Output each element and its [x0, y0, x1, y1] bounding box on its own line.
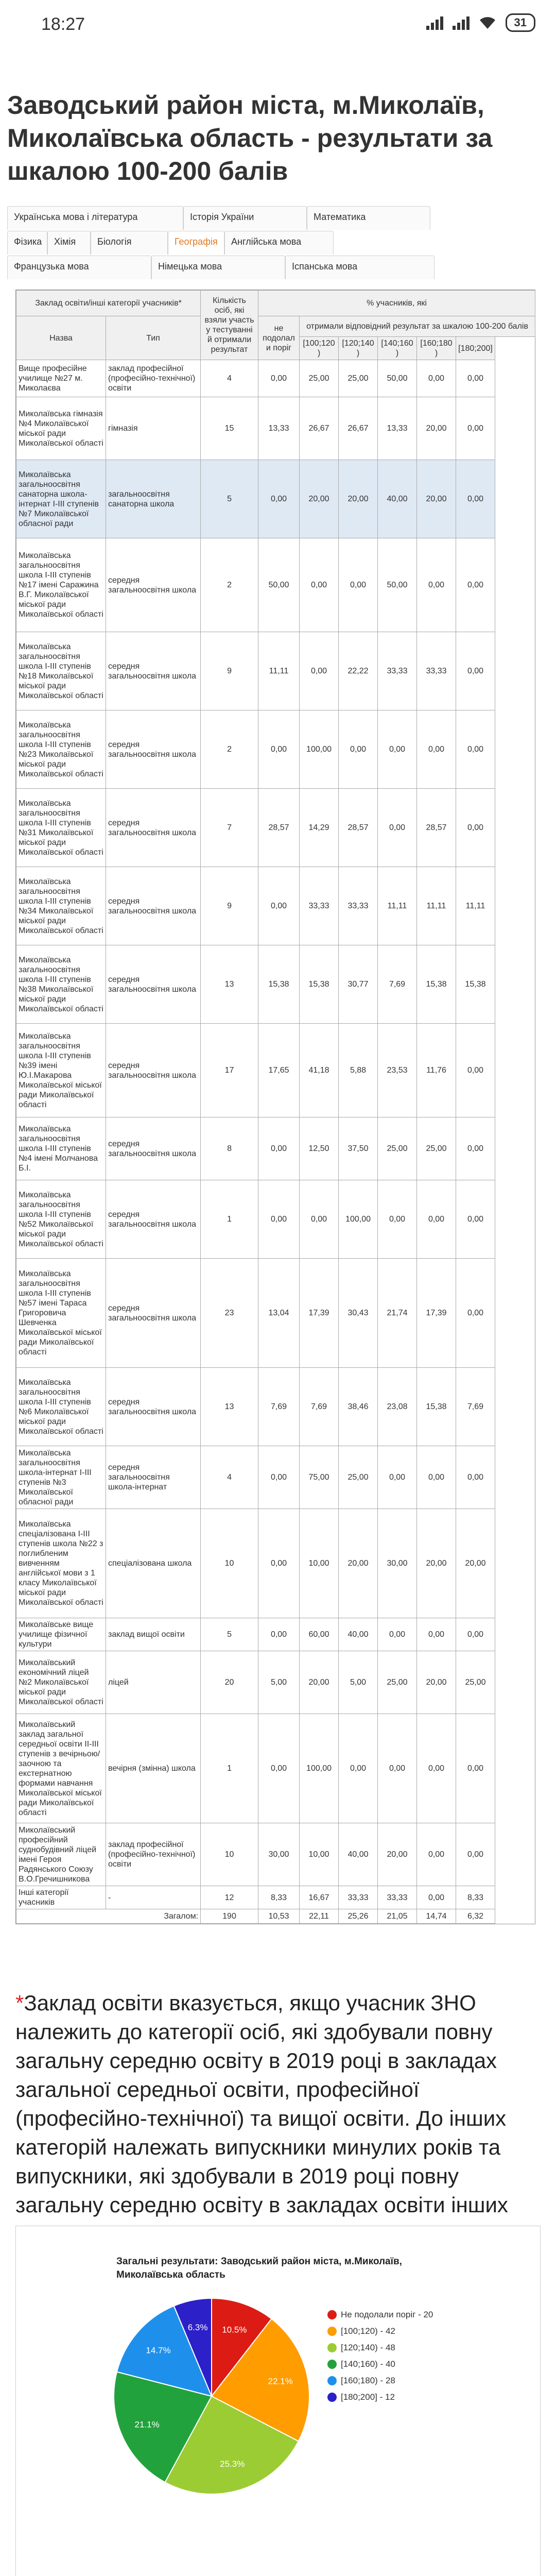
- header-institution: Заклад освіти/інші категорії учасників*: [16, 291, 201, 316]
- cell-value: 0,00: [417, 1618, 456, 1651]
- header-range: [160;180): [417, 337, 456, 360]
- total-value: 6,32: [456, 1909, 495, 1924]
- legend-swatch: [327, 2393, 337, 2402]
- cell-value: 0,00: [378, 1180, 417, 1259]
- cell-value: 0,00: [258, 867, 300, 945]
- cell-count: 8: [201, 1117, 258, 1180]
- table-row: [16, 1117, 535, 1180]
- table-row: [16, 360, 535, 397]
- cell-count: 1: [201, 1180, 258, 1259]
- cell-value: 11,11: [456, 867, 495, 945]
- cell-value: 0,00: [258, 710, 300, 789]
- cell-value: 33,33: [339, 1886, 378, 1909]
- legend-item: [327, 2309, 441, 2321]
- chart-legend: [327, 2309, 441, 2408]
- cell-value: 0,00: [258, 1117, 300, 1180]
- cell-value: 11,11: [378, 867, 417, 945]
- cell-value: 0,00: [456, 1823, 495, 1886]
- cell-value: 41,18: [300, 1024, 339, 1117]
- cell-value: 30,00: [258, 1823, 300, 1886]
- signal-icon-2: [453, 15, 470, 30]
- total-value: 10,53: [258, 1909, 300, 1924]
- cell-value: 15,38: [456, 945, 495, 1024]
- cell-value: 23,53: [378, 1024, 417, 1117]
- cell-value: 0,00: [258, 1714, 300, 1823]
- cell-value: 28,57: [339, 789, 378, 867]
- cell-value: 20,00: [339, 460, 378, 538]
- cell-type: -: [106, 1886, 201, 1909]
- table-row: [16, 1259, 535, 1368]
- cell-value: 0,00: [456, 538, 495, 632]
- cell-value: 10,00: [300, 1509, 339, 1618]
- cell-value: 25,00: [378, 1651, 417, 1714]
- cell-value: 0,00: [456, 1180, 495, 1259]
- total-value: 25,26: [339, 1909, 378, 1924]
- results-table: [16, 290, 535, 1924]
- cell-count: 4: [201, 1446, 258, 1509]
- cell-value: 33,33: [378, 1886, 417, 1909]
- cell-name: Миколаївська гімназія №4 Миколаївської міської ради Миколаївської області: [16, 397, 106, 460]
- cell-value: 0,00: [417, 1714, 456, 1823]
- header-percent: % учасників, які: [258, 291, 535, 316]
- cell-value: 100,00: [300, 1714, 339, 1823]
- footnote: [15, 1989, 541, 2248]
- legend-label: [120;140) - 48: [341, 2343, 395, 2352]
- cell-type: загальноосвітня санаторна школа: [106, 460, 201, 538]
- cell-value: 0,00: [456, 1024, 495, 1117]
- battery-icon: 31: [506, 13, 535, 32]
- tab-1-1[interactable]: Хімія: [47, 231, 91, 255]
- cell-value: 20,00: [378, 1823, 417, 1886]
- cell-value: 0,00: [456, 1117, 495, 1180]
- table-row: [16, 789, 535, 867]
- cell-value: 0,00: [456, 1259, 495, 1368]
- cell-value: 15,38: [300, 945, 339, 1024]
- cell-value: 0,00: [378, 710, 417, 789]
- cell-value: 28,57: [417, 789, 456, 867]
- cell-name: Миколаївська загальноосвітня школа І-ІІІ ступенів №39 імені Ю.І.Макарова Миколаївської міської ради Миколаївської області: [16, 1024, 106, 1117]
- cell-value: 20,00: [300, 1651, 339, 1714]
- cell-value: 17,39: [300, 1259, 339, 1368]
- cell-name: Миколаївська загальноосвітня школа-інтернат І-ІІІ ступенів №3 Миколаївської обласної ради: [16, 1446, 106, 1509]
- cell-count: 1: [201, 1714, 258, 1823]
- pie-slice-label: 21.1%: [134, 2419, 160, 2430]
- cell-type: середня загальноосвітня школа: [106, 632, 201, 710]
- cell-name: Миколаївська спеціалізована І-ІІІ ступенів школа №22 з поглибленим вивченням англійської мови з 1 класу Миколаївської міської ради Миколаївської області: [16, 1509, 106, 1618]
- table-row: [16, 538, 535, 632]
- cell-name: Миколаївський заклад загальної середньої освіти ІІ-ІІІ ступенів з вечірньою/заочною та екстернатною формами навчання Миколаївської міської ради Миколаївської області: [16, 1714, 106, 1823]
- cell-count: 2: [201, 538, 258, 632]
- cell-type: середня загальноосвітня школа-інтернат: [106, 1446, 201, 1509]
- cell-type: середня загальноосвітня школа: [106, 789, 201, 867]
- cell-count: 9: [201, 867, 258, 945]
- cell-value: 12,50: [300, 1117, 339, 1180]
- cell-value: 7,69: [378, 945, 417, 1024]
- cell-value: 30,43: [339, 1259, 378, 1368]
- cell-type: середня загальноосвітня школа: [106, 945, 201, 1024]
- cell-value: 30,00: [378, 1509, 417, 1618]
- cell-value: 5,00: [258, 1651, 300, 1714]
- cell-value: 40,00: [339, 1618, 378, 1651]
- cell-value: 33,33: [417, 632, 456, 710]
- cell-value: 33,33: [378, 632, 417, 710]
- cell-name: Інші категорії учасників: [16, 1886, 106, 1909]
- cell-value: 23,08: [378, 1368, 417, 1446]
- legend-item: [327, 2358, 441, 2370]
- cell-type: середня загальноосвітня школа: [106, 538, 201, 632]
- pie-slice-label: 22.1%: [268, 2376, 293, 2386]
- cell-name: Миколаївська загальноосвітня школа І-ІІІ ступенів №23 Миколаївської міської ради Миколаївської області: [16, 710, 106, 789]
- legend-label: [100;120) - 42: [341, 2326, 395, 2336]
- cell-type: середня загальноосвітня школа: [106, 1117, 201, 1180]
- tab-1-3[interactable]: Географія: [168, 231, 224, 255]
- cell-value: 0,00: [456, 789, 495, 867]
- cell-type: середня загальноосвітня школа: [106, 1180, 201, 1259]
- cell-value: 0,00: [300, 538, 339, 632]
- cell-value: 20,00: [339, 1509, 378, 1618]
- pie-chart: [109, 2293, 315, 2499]
- status-bar: [0, 0, 556, 47]
- table-row: [16, 1368, 535, 1446]
- legend-label: Не подолали поріг - 20: [341, 2310, 433, 2319]
- tab-row: [7, 231, 549, 255]
- cell-value: 0,00: [456, 1714, 495, 1823]
- legend-swatch: [327, 2327, 337, 2336]
- pie-slice-label: 6.3%: [187, 2322, 208, 2332]
- header-fail: не подолали поріг: [258, 316, 300, 360]
- cell-value: 17,65: [258, 1024, 300, 1117]
- cell-count: 2: [201, 710, 258, 789]
- total-label: Загалом:: [16, 1909, 201, 1924]
- tab-0-0[interactable]: Українська мова і література: [7, 206, 183, 230]
- cell-value: 0,00: [300, 1180, 339, 1259]
- cell-name: Миколаївська загальноосвітня школа І-ІІІ ступенів №31 Миколаївської міської ради Миколаївської області: [16, 789, 106, 867]
- header-name: Назва: [16, 316, 106, 360]
- cell-value: 15,38: [258, 945, 300, 1024]
- cell-name: Миколаївське вище училище фізичної культури: [16, 1618, 106, 1651]
- pie-slice-label: 14.7%: [146, 2345, 171, 2355]
- legend-swatch: [327, 2360, 337, 2369]
- cell-name: Миколаївська загальноосвітня школа І-ІІІ ступенів №4 імені Молчанова Б.І.: [16, 1117, 106, 1180]
- legend-swatch: [327, 2343, 337, 2352]
- table-row: [16, 867, 535, 945]
- cell-count: 13: [201, 1368, 258, 1446]
- cell-value: 0,00: [258, 1618, 300, 1651]
- cell-value: 25,00: [378, 1117, 417, 1180]
- cell-value: 0,00: [456, 1618, 495, 1651]
- header-got: отримали відповідний результат за шкалою 100-200 балів: [300, 316, 535, 337]
- cell-name: Миколаївська загальноосвітня санаторна школа-інтернат І-ІІІ ступенів №7 Миколаївської обласної ради: [16, 460, 106, 538]
- pie-chart-box: [15, 2226, 541, 2576]
- cell-value: 33,33: [339, 867, 378, 945]
- cell-value: 25,00: [339, 360, 378, 397]
- subject-tabs: [7, 206, 549, 280]
- cell-value: 8,33: [456, 1886, 495, 1909]
- cell-value: 13,04: [258, 1259, 300, 1368]
- cell-count: 12: [201, 1886, 258, 1909]
- cell-value: 14,29: [300, 789, 339, 867]
- cell-value: 0,00: [378, 1446, 417, 1509]
- cell-value: 8,33: [258, 1886, 300, 1909]
- cell-value: 7,69: [258, 1368, 300, 1446]
- signal-icon: [426, 15, 443, 30]
- cell-value: 38,46: [339, 1368, 378, 1446]
- cell-value: 11,11: [417, 867, 456, 945]
- cell-name: Миколаївська загальноосвітня школа І-ІІІ ступенів №34 Миколаївської міської ради Миколаївської області: [16, 867, 106, 945]
- table-row: [16, 460, 535, 538]
- cell-value: 15,38: [417, 1368, 456, 1446]
- header-range: [120;140): [339, 337, 378, 360]
- tab-0-1[interactable]: Історія України: [183, 206, 307, 230]
- cell-value: 0,00: [258, 460, 300, 538]
- cell-value: 30,77: [339, 945, 378, 1024]
- pie-slice-label: 10.5%: [222, 2325, 247, 2335]
- cell-count: 15: [201, 397, 258, 460]
- table-row: [16, 632, 535, 710]
- cell-name: Миколаївська загальноосвітня школа І-ІІІ ступенів №57 імені Тараса Григоровича Шевченка Миколаївської міської ради Миколаївської області: [16, 1259, 106, 1368]
- cell-value: 26,67: [339, 397, 378, 460]
- legend-swatch: [327, 2310, 337, 2319]
- cell-value: 5,00: [339, 1651, 378, 1714]
- cell-type: середня загальноосвітня школа: [106, 1368, 201, 1446]
- cell-value: 37,50: [339, 1117, 378, 1180]
- cell-value: 0,00: [417, 1886, 456, 1909]
- table-row: [16, 1509, 535, 1618]
- status-time: 18:27: [41, 14, 85, 34]
- header-count: Кількість осіб, які взяли участь у тестуванні й отримали результат: [201, 291, 258, 360]
- cell-name: Миколаївський економічний ліцей №2 Миколаївської міської ради Миколаївської області: [16, 1651, 106, 1714]
- cell-value: 0,00: [339, 710, 378, 789]
- cell-value: 20,00: [300, 460, 339, 538]
- cell-value: 0,00: [417, 1446, 456, 1509]
- tab-2-0[interactable]: Французька мова: [7, 256, 151, 279]
- cell-value: 0,00: [456, 360, 495, 397]
- header-range: [140;160): [378, 337, 417, 360]
- cell-type: вечірня (змінна) школа: [106, 1714, 201, 1823]
- cell-value: 40,00: [339, 1823, 378, 1886]
- cell-value: 5,88: [339, 1024, 378, 1117]
- legend-item: [327, 2325, 441, 2337]
- results-table-wrap: [15, 290, 535, 1924]
- tab-1-0[interactable]: Фізика: [7, 231, 47, 255]
- cell-value: 0,00: [456, 460, 495, 538]
- cell-value: 0,00: [258, 1509, 300, 1618]
- cell-value: 0,00: [258, 1446, 300, 1509]
- cell-value: 0,00: [456, 710, 495, 789]
- cell-value: 13,33: [378, 397, 417, 460]
- cell-value: 50,00: [378, 538, 417, 632]
- cell-value: 13,33: [258, 397, 300, 460]
- cell-value: 0,00: [339, 1714, 378, 1823]
- cell-value: 20,00: [417, 460, 456, 538]
- header-type: Тип: [106, 316, 201, 360]
- header-range: [100;120): [300, 337, 339, 360]
- cell-type: середня загальноосвітня школа: [106, 1259, 201, 1368]
- total-value: 21,05: [378, 1909, 417, 1924]
- cell-count: 13: [201, 945, 258, 1024]
- cell-value: 100,00: [339, 1180, 378, 1259]
- legend-swatch: [327, 2376, 337, 2385]
- cell-type: спеціалізована школа: [106, 1509, 201, 1618]
- cell-count: 10: [201, 1823, 258, 1886]
- cell-value: 17,39: [417, 1259, 456, 1368]
- table-row: [16, 1886, 535, 1909]
- cell-name: Миколаївська загальноосвітня школа І-ІІІ ступенів №18 Миколаївської міської ради Миколаївської області: [16, 632, 106, 710]
- cell-value: 20,00: [417, 1509, 456, 1618]
- cell-value: 0,00: [378, 1618, 417, 1651]
- tab-0-2[interactable]: Математика: [307, 206, 430, 230]
- cell-name: Миколаївський професійний суднобудівний ліцей імені Героя Радянського Союзу В.О.Гречишникова: [16, 1823, 106, 1886]
- page-title: Заводський район міста, м.Миколаїв, Миколаївська область - результати за шкалою 100-200 балів: [7, 91, 493, 185]
- cell-value: 33,33: [300, 867, 339, 945]
- tab-1-4[interactable]: Англійська мова: [224, 231, 334, 255]
- table-row: [16, 1823, 535, 1886]
- cell-type: середня загальноосвітня школа: [106, 1024, 201, 1117]
- pie-slice-label: 25.3%: [220, 2459, 245, 2469]
- cell-value: 0,00: [417, 360, 456, 397]
- legend-item: [327, 2342, 441, 2354]
- cell-type: ліцей: [106, 1651, 201, 1714]
- cell-type: гімназія: [106, 397, 201, 460]
- tab-2-2[interactable]: Іспанська мова: [285, 256, 435, 279]
- cell-value: 0,00: [378, 1714, 417, 1823]
- table-row: [16, 945, 535, 1024]
- total-value: 22,11: [300, 1909, 339, 1924]
- cell-type: середня загальноосвітня школа: [106, 710, 201, 789]
- table-row: [16, 1651, 535, 1714]
- wifi-icon: [479, 15, 496, 30]
- table-row: [16, 1180, 535, 1259]
- cell-value: 7,69: [456, 1368, 495, 1446]
- cell-value: 25,00: [339, 1446, 378, 1509]
- total-count: 190: [201, 1909, 258, 1924]
- table-row: [16, 710, 535, 789]
- cell-value: 0,00: [300, 632, 339, 710]
- cell-count: 9: [201, 632, 258, 710]
- cell-value: 0,00: [417, 710, 456, 789]
- cell-value: 20,00: [417, 1651, 456, 1714]
- cell-value: 50,00: [258, 538, 300, 632]
- tab-row: [7, 256, 549, 279]
- table-row: [16, 1618, 535, 1651]
- cell-value: 22,22: [339, 632, 378, 710]
- cell-value: 75,00: [300, 1446, 339, 1509]
- cell-value: 25,00: [417, 1117, 456, 1180]
- cell-value: 50,00: [378, 360, 417, 397]
- cell-count: 5: [201, 1618, 258, 1651]
- cell-value: 15,38: [417, 945, 456, 1024]
- header-range: [180;200]: [456, 337, 495, 360]
- cell-name: Вище професійне училище №27 м. Миколаєва: [16, 360, 106, 397]
- footnote-text: Заклад освіти вказується, якщо учасник ЗНО належить до категорії осіб, які здобували повну загальну середню освіту в 2019 році в закладах загальної середньої освіти, професійної (професійно-технічної) та вищої освіти. До інших категорій належать випускники минулих років та випускники, які здобували в 2019 році повну загальну середню освіту в закладах освіти інших: [15, 1991, 508, 2217]
- cell-value: 0,00: [417, 538, 456, 632]
- legend-item: [327, 2375, 441, 2387]
- cell-name: Миколаївська загальноосвітня школа І-ІІІ ступенів №52 Миколаївської міської ради Миколаївської області: [16, 1180, 106, 1259]
- cell-name: Миколаївська загальноосвітня школа І-ІІІ ступенів №38 Миколаївської міської ради Миколаївської області: [16, 945, 106, 1024]
- cell-count: 23: [201, 1259, 258, 1368]
- cell-value: 60,00: [300, 1618, 339, 1651]
- cell-value: 0,00: [456, 397, 495, 460]
- cell-value: 21,74: [378, 1259, 417, 1368]
- cell-value: 20,00: [456, 1509, 495, 1618]
- cell-value: 0,00: [258, 1180, 300, 1259]
- cell-value: 100,00: [300, 710, 339, 789]
- cell-value: 0,00: [417, 1180, 456, 1259]
- cell-value: 28,57: [258, 789, 300, 867]
- table-row: [16, 397, 535, 460]
- cell-count: 4: [201, 360, 258, 397]
- cell-value: 20,00: [417, 397, 456, 460]
- cell-name: Миколаївська загальноосвітня школа І-ІІІ ступенів №6 Миколаївської міської ради Миколаївської області: [16, 1368, 106, 1446]
- cell-count: 10: [201, 1509, 258, 1618]
- table-row: [16, 1714, 535, 1823]
- total-row: [16, 1909, 535, 1924]
- legend-label: [180;200] - 12: [341, 2392, 395, 2402]
- total-value: 14,74: [417, 1909, 456, 1924]
- tab-1-2[interactable]: Біологія: [91, 231, 168, 255]
- legend-label: [140;160) - 40: [341, 2359, 395, 2369]
- cell-value: 11,76: [417, 1024, 456, 1117]
- cell-value: 0,00: [417, 1823, 456, 1886]
- cell-type: заклад професійної (професійно-технічної) освіти: [106, 1823, 201, 1886]
- cell-type: середня загальноосвітня школа: [106, 867, 201, 945]
- cell-value: 26,67: [300, 397, 339, 460]
- table-row: [16, 1446, 535, 1509]
- cell-type: заклад професійної (професійно-технічної) освіти: [106, 360, 201, 397]
- chart-title: Загальні результати: Заводський район міста, м.Миколаїв, Миколаївська область: [116, 2256, 402, 2280]
- cell-value: 0,00: [456, 632, 495, 710]
- cell-count: 7: [201, 789, 258, 867]
- legend-item: [327, 2391, 441, 2403]
- cell-value: 0,00: [258, 360, 300, 397]
- table-row: [16, 1024, 535, 1117]
- cell-value: 0,00: [339, 538, 378, 632]
- cell-type: заклад вищої освіти: [106, 1618, 201, 1651]
- tab-row: [7, 206, 549, 230]
- cell-value: 0,00: [378, 789, 417, 867]
- cell-count: 20: [201, 1651, 258, 1714]
- cell-value: 10,00: [300, 1823, 339, 1886]
- cell-name: Миколаївська загальноосвітня школа І-ІІІ ступенів №17 імені Саражина В.Г. Миколаївської міської ради Миколаївської області: [16, 538, 106, 632]
- cell-value: 16,67: [300, 1886, 339, 1909]
- tab-2-1[interactable]: Німецька мова: [151, 256, 285, 279]
- legend-label: [160;180) - 28: [341, 2376, 395, 2385]
- footnote-star: *: [15, 1991, 24, 2015]
- cell-value: 0,00: [456, 1446, 495, 1509]
- cell-count: 17: [201, 1024, 258, 1117]
- cell-value: 25,00: [456, 1651, 495, 1714]
- cell-value: 25,00: [300, 360, 339, 397]
- cell-count: 5: [201, 460, 258, 538]
- cell-value: 40,00: [378, 460, 417, 538]
- cell-value: 11,11: [258, 632, 300, 710]
- cell-value: 7,69: [300, 1368, 339, 1446]
